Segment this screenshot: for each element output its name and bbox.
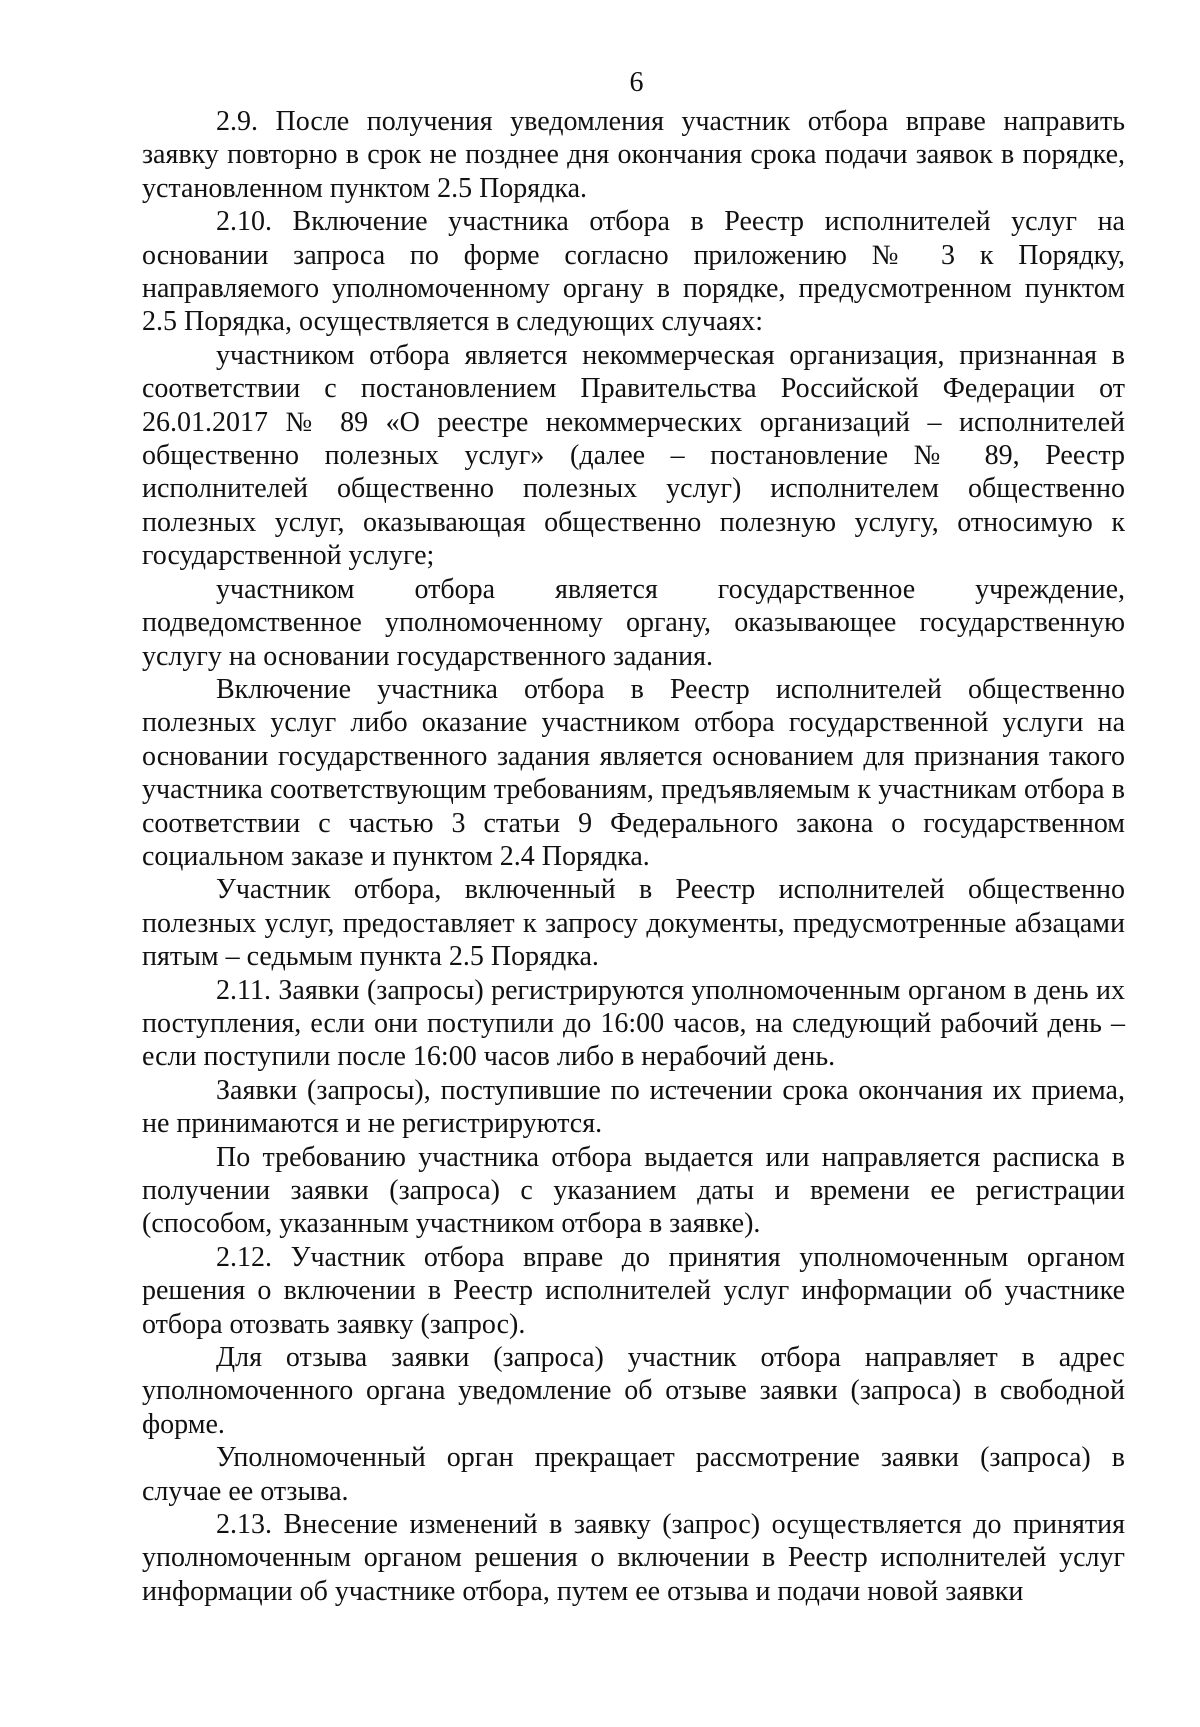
- paragraph-2-11: 2.11. Заявки (запросы) регистрируются уполномоченным органом в день их поступления, если они поступили до 16:00 часов, на следующий рабочий день – если поступили после 16:00 часов либо в нерабочий день.: [142, 974, 1125, 1073]
- paragraph-registry-inclusion: Включение участника отбора в Реестр исполнителей общественно полезных услуг либо оказание участником отбора государственной услуги на основании государственного задания является основанием для признания такого участника соответствующим требованиям, предъявляемым к участникам отбора в соответствии с частью 3 статьи 9 Федерального закона о государственном социальном заказе и пунктом 2.4 Порядка.: [142, 673, 1125, 872]
- paragraph-2-9: 2.9. После получения уведомления участник отбора вправе направить заявку повторно в срок не позднее дня окончания срока подачи заявок в порядке, установленном пунктом 2.5 Порядка.: [142, 106, 1125, 204]
- paragraph-2-13: 2.13. Внесение изменений в заявку (запрос) осуществляется до принятия уполномоченным органом решения о включении в Реестр исполнителей услуг информации об участнике отбора, путем ее отзыва и подачи новой заявки: [142, 1509, 1125, 1607]
- paragraph-receipt: По требованию участника отбора выдается или направляется расписка в получении заявки (запроса) с указанием даты и времени ее регистрации (способом, указанным участником отбора в заявке).: [142, 1141, 1125, 1240]
- page-number: 6: [629, 67, 644, 98]
- paragraph-2-10: 2.10. Включение участника отбора в Реестр исполнителей услуг на основании запроса по форме согласно приложению № 3 к Порядку, направляемого уполномоченному органу в порядке, предусмотренном пунктом 2.5 Порядка, осуществляется в следующих случаях:: [142, 206, 1125, 338]
- paragraph-case-nonprofit: участником отбора является некоммерческая организация, признанная в соответствии с постановлением Правительства Российской Федерации от 26.01.2017 № 89 «О реестре некоммерческих организаций – исполнителей общественно полезных услуг» (далее – постановление № 89, Реестр исполнителей общественно полезных услуг) исполнителем общественно полезных услуг, оказывающая общественно полезную услугу, относимую к государственной услуге;: [142, 339, 1125, 572]
- paragraph-withdrawal-notice: Для отзыва заявки (запроса) участник отбора направляет в адрес уполномоченного органа уведомление об отзыве заявки (запроса) в свободной форме.: [142, 1342, 1125, 1440]
- paragraph-case-state-institution: участником отбора является государственное учреждение, подведомственное уполномоченному органу, оказывающее государственную услугу на основании государственного задания.: [142, 573, 1125, 672]
- paragraph-withdrawal-effect: Уполномоченный орган прекращает рассмотрение заявки (запроса) в случае ее отзыва.: [142, 1442, 1125, 1507]
- paragraph-late-applications: Заявки (запросы), поступившие по истечении срока окончания их приема, не принимаются и не регистрируются.: [142, 1074, 1125, 1140]
- paragraph-registry-documents: Участник отбора, включенный в Реестр исполнителей общественно полезных услуг, предоставляет к запросу документы, предусмотренные абзацами пятым – седьмым пункта 2.5 Порядка.: [142, 874, 1125, 973]
- paragraph-2-12: 2.12. Участник отбора вправе до принятия уполномоченным органом решения о включении в Реестр исполнителей услуг информации об участнике отбора отозвать заявку (запрос).: [142, 1241, 1125, 1340]
